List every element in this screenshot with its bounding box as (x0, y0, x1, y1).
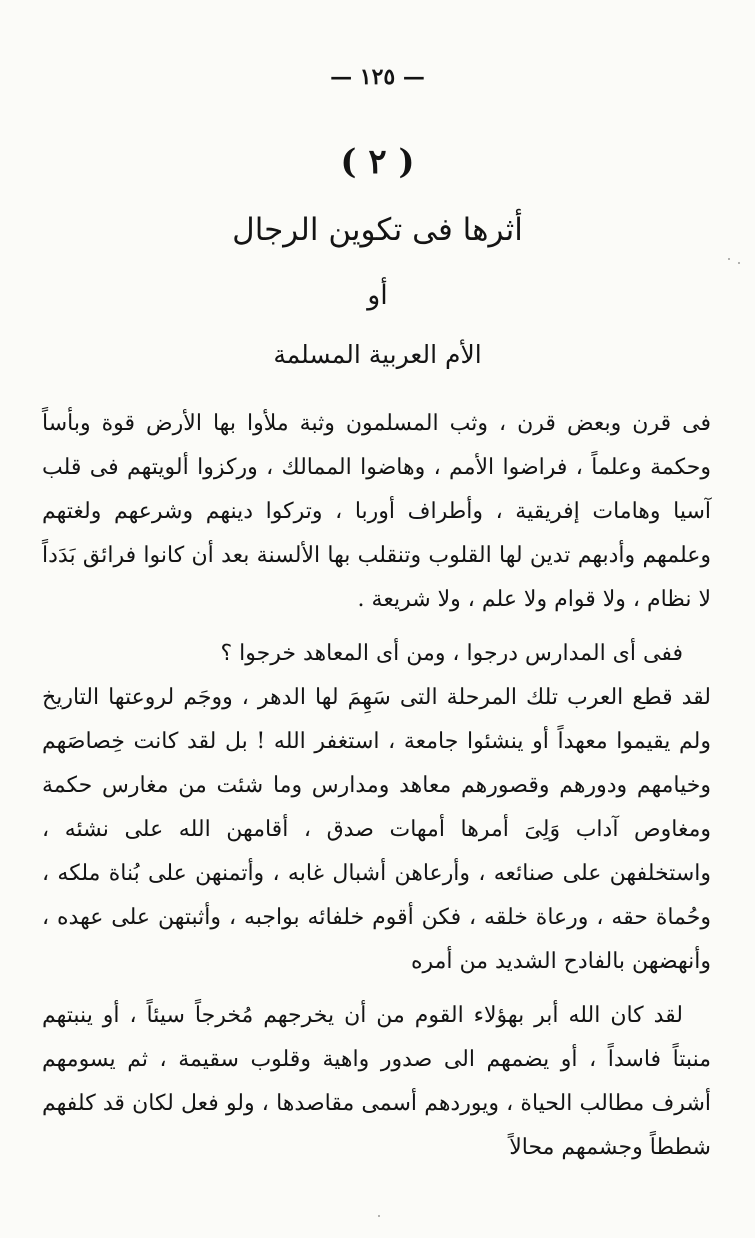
section-subtitle: الأم العربية المسلمة (273, 340, 482, 369)
paper-speck (738, 262, 740, 264)
paragraph-4: لقد كان الله أبر بهؤلاء القوم من أن يخرجهم مُخرجاً سيئاً ، أو ينبتهم منبتاً فاسداً ، أو يضمهم الى صدور واهية وقلوب سقيمة ، ثم يسومهم أشرف مطالب الحياة ، ويوردهم أسمى مقاصدها ، ولو فعل لكان قد كلفهم شططاً وجشمهم محالاً (42, 1003, 711, 1160)
paragraph-3: لقد قطع العرب تلك المرحلة التى سَهِمَ لها الدهر ، ووجَم لروعتها التاريخ ولم يقيموا معهداً أو ينشئوا جامعة ، استغفر الله ! بل لقد كانت خِصاصَهم وخيامهم ودورهم وقصورهم معاهد ومدارس وما شئت من مغارس حكمة ومغاوص آداب وَلِىَ أمرها أمهات صدق ، أقامهن الله على نشئه ، واستخلفهن على صنائعه ، وأرعاهن أشبال غابه ، وأتمنهن على بُناة ملكه ، وحُماة حقه ، ورعاة خلقه ، فكن أقوم خلفائه بواجبه ، وأثبتهن على عهده ، وأنهضهن بالفادح الشديد من أمره (42, 685, 711, 974)
paper-speck (378, 1215, 380, 1217)
section-title: أثرها فى تكوين الرجال (232, 212, 523, 248)
section-or: أو (367, 280, 388, 311)
section-number: ( ٢ ) (340, 142, 415, 182)
body-text (42, 402, 711, 1170)
paragraph-1: فى قرن وبعض قرن ، وثب المسلمون وثبة ملأوا بها الأرض قوة وبأساً وحكمة وعلماً ، فراضوا الأمم ، وهاضوا الممالك ، وركزوا ألويتهم فى قلب آسيا وهامات إفريقية ، وأطراف أوربا ، وتركوا دينهم وشرعهم ولغتهم وعلمهم وأدبهم تدين لها القلوب وتنقلب بها الألسنة بعد أن كانوا فرائق بَدَداً لا نظام ، ولا قوام ولا علم ، ولا شريعة . (42, 411, 711, 612)
paper-speck (728, 258, 730, 260)
page-number: — ١٢٥ — (330, 64, 425, 90)
paragraph-2: ففى أى المدارس درجوا ، ومن أى المعاهد خرجوا ؟ (220, 641, 683, 666)
